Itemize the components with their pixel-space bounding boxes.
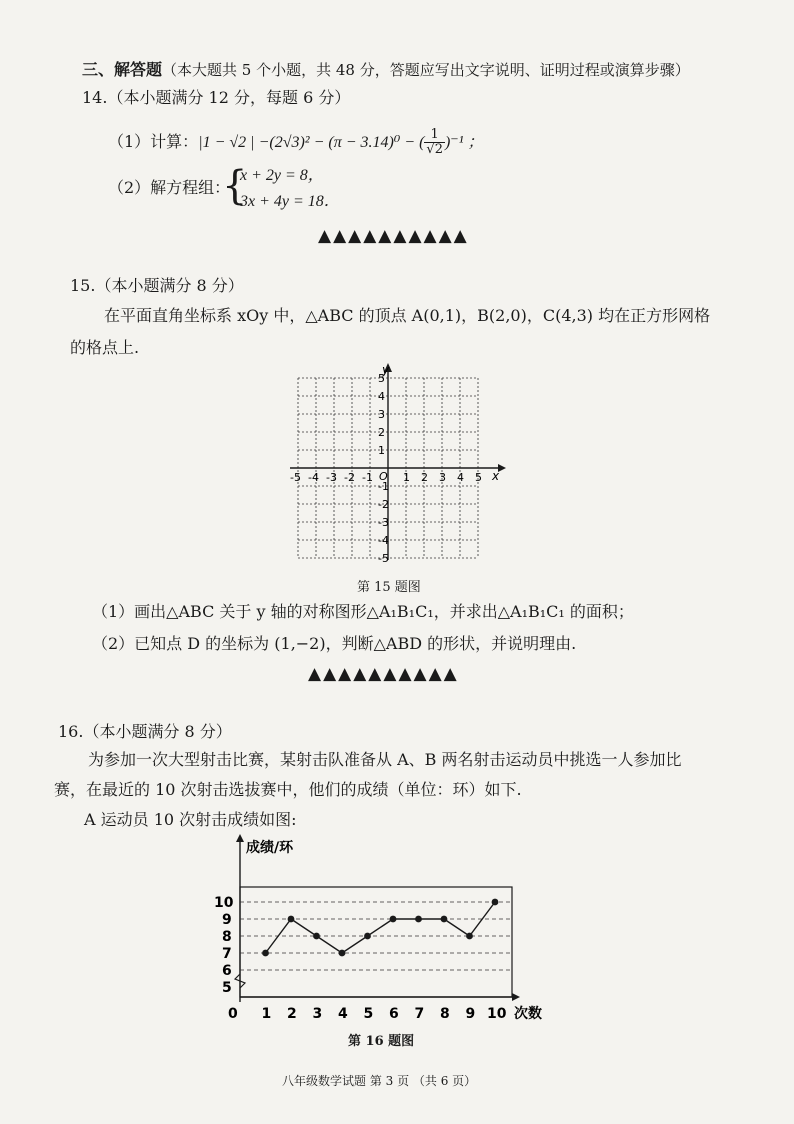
- data-point: [492, 899, 499, 906]
- x-tick-label: -5: [290, 471, 301, 484]
- x-tick-label: 5: [475, 471, 482, 484]
- x-tick-label: 2: [421, 471, 428, 484]
- chart-x-arrow-icon: [512, 993, 520, 1001]
- chart-y-tick: 7: [222, 946, 232, 962]
- q16-line-chart: [210, 832, 570, 1028]
- chart-tick-labels: [214, 895, 507, 1022]
- data-point: [339, 950, 346, 957]
- origin-label: O: [379, 470, 388, 483]
- q14-part1-label: （1）计算：: [108, 132, 199, 151]
- chart-x-tick: 5: [363, 1006, 374, 1022]
- page-footer: 八年级数学试题 第 3 页 （共 6 页）: [282, 1074, 477, 1088]
- q14-head: 14.（本小题满分 12 分，每题 6 分）: [82, 88, 351, 107]
- chart-x-tick: 9: [465, 1006, 476, 1022]
- q16-text1: 为参加一次大型射击比赛，某射击队准备从 A、B 两名射击运动员中挑选一人参加比: [88, 750, 682, 769]
- fraction-denominator: √2: [426, 142, 443, 157]
- q15-head: 15.（本小题满分 8 分）: [70, 276, 244, 295]
- q15-part2: （2）已知点 D 的坐标为 (1,−2)，判断△ABD 的形状，并说明理由.: [92, 634, 577, 653]
- chart-x-tick: 2: [287, 1006, 297, 1022]
- data-point: [390, 916, 397, 923]
- chart-x-tick: 1: [261, 1006, 272, 1022]
- data-point: [364, 933, 371, 940]
- q14-eq2: 3x + 4y = 18．: [240, 193, 340, 210]
- chart-y-tick: 9: [222, 912, 232, 928]
- y-tick-label: 5: [378, 372, 385, 385]
- chart-ylabel: 成绩/环: [246, 840, 294, 856]
- q16-text3: A 运动员 10 次射击成绩如图:: [84, 810, 297, 829]
- chart-y-tick: 6: [222, 963, 232, 979]
- q15-text2: 的格点上.: [70, 338, 140, 357]
- equation-brace: {: [222, 163, 248, 209]
- q14-part2-label: （2）解方程组：: [108, 178, 231, 197]
- y-tick-label: 1: [378, 444, 385, 457]
- chart-x-tick: 6: [389, 1006, 399, 1022]
- q14-part1: [108, 128, 484, 157]
- q15-grid-figure: [280, 360, 510, 570]
- q16-text2: 赛，在最近的 10 次射击选拔赛中，他们的成绩（单位：环）如下.: [54, 780, 522, 799]
- y-tick-label: 4: [378, 390, 385, 403]
- x-tick-label: -4: [308, 471, 319, 484]
- y-tick-label: -5: [378, 552, 389, 565]
- q15-figure-caption: 第 15 题图: [357, 580, 421, 595]
- chart-frame: [240, 887, 512, 997]
- x-tick-label: -3: [326, 471, 337, 484]
- y-tick-label: -4: [378, 534, 389, 547]
- section-heading-note: （本大题共 5 个小题，共 48 分，答题应写出文字说明、证明过程或演算步骤）: [162, 61, 690, 79]
- series-line: [266, 902, 496, 953]
- data-point: [288, 916, 295, 923]
- x-tick-label: 3: [439, 471, 446, 484]
- x-tick-label: 4: [457, 471, 464, 484]
- section-heading: [82, 60, 690, 80]
- data-point: [313, 933, 320, 940]
- y-tick-label: 3: [378, 408, 385, 421]
- chart-y-tick: 5: [222, 980, 232, 996]
- x-tick-label: -1: [362, 471, 373, 484]
- q14-part1-expr-a: |1 − √2 | −(2√3)² − (π − 3.14)⁰ − (: [198, 134, 425, 151]
- q14-part1-expr-b: )⁻¹ ；: [444, 134, 484, 151]
- x-axis-label: x: [492, 469, 500, 483]
- separator-2: ▲▲▲▲▲▲▲▲▲▲: [308, 664, 459, 684]
- chart-x-tick: 4: [338, 1006, 348, 1022]
- x-tick-label: -2: [344, 471, 355, 484]
- chart-x-tick: 3: [312, 1006, 323, 1022]
- data-point: [441, 916, 448, 923]
- chart-x-tick: 8: [440, 1006, 450, 1022]
- q15-text1: 在平面直角坐标系 xOy 中，△ABC 的顶点 A(0,1)，B(2,0)，C(4,3) 均在正方形网格: [104, 306, 711, 325]
- q14-eq1: x + 2y = 8，: [240, 167, 324, 184]
- chart-x-tick: 7: [414, 1006, 425, 1022]
- y-tick-label: 2: [378, 426, 385, 439]
- data-point: [466, 933, 473, 940]
- y-tick-label: -3: [378, 516, 389, 529]
- data-point: [415, 916, 422, 923]
- chart-xlabel: 次数: [514, 1006, 542, 1022]
- chart-x-tick: 10: [487, 1006, 507, 1022]
- y-tick-label: -2: [378, 498, 389, 511]
- q16-figure-caption: 第 16 题图: [348, 1034, 415, 1049]
- fraction-numerator: 1: [424, 128, 445, 143]
- chart-y-tick: 10: [214, 895, 234, 911]
- chart-y-arrow-icon: [236, 834, 244, 842]
- q16-head: 16.（本小题满分 8 分）: [58, 722, 232, 741]
- x-tick-label: 1: [403, 471, 410, 484]
- x-axis-arrow-icon: [498, 464, 506, 472]
- separator-1: ▲▲▲▲▲▲▲▲▲▲: [318, 226, 469, 246]
- section-heading-title: 三、解答题: [82, 60, 163, 79]
- y-tick-label: -1: [378, 480, 389, 493]
- y-axis-label: y: [382, 363, 390, 377]
- data-point: [262, 950, 269, 957]
- q14-part1-fraction: [424, 128, 445, 157]
- chart-y-tick: 8: [222, 929, 232, 945]
- q15-part1: （1）画出△ABC 关于 y 轴的对称图形△A₁B₁C₁，并求出△A₁B₁C₁ 的面积；: [92, 602, 634, 621]
- chart-x-tick: 0: [228, 1006, 238, 1022]
